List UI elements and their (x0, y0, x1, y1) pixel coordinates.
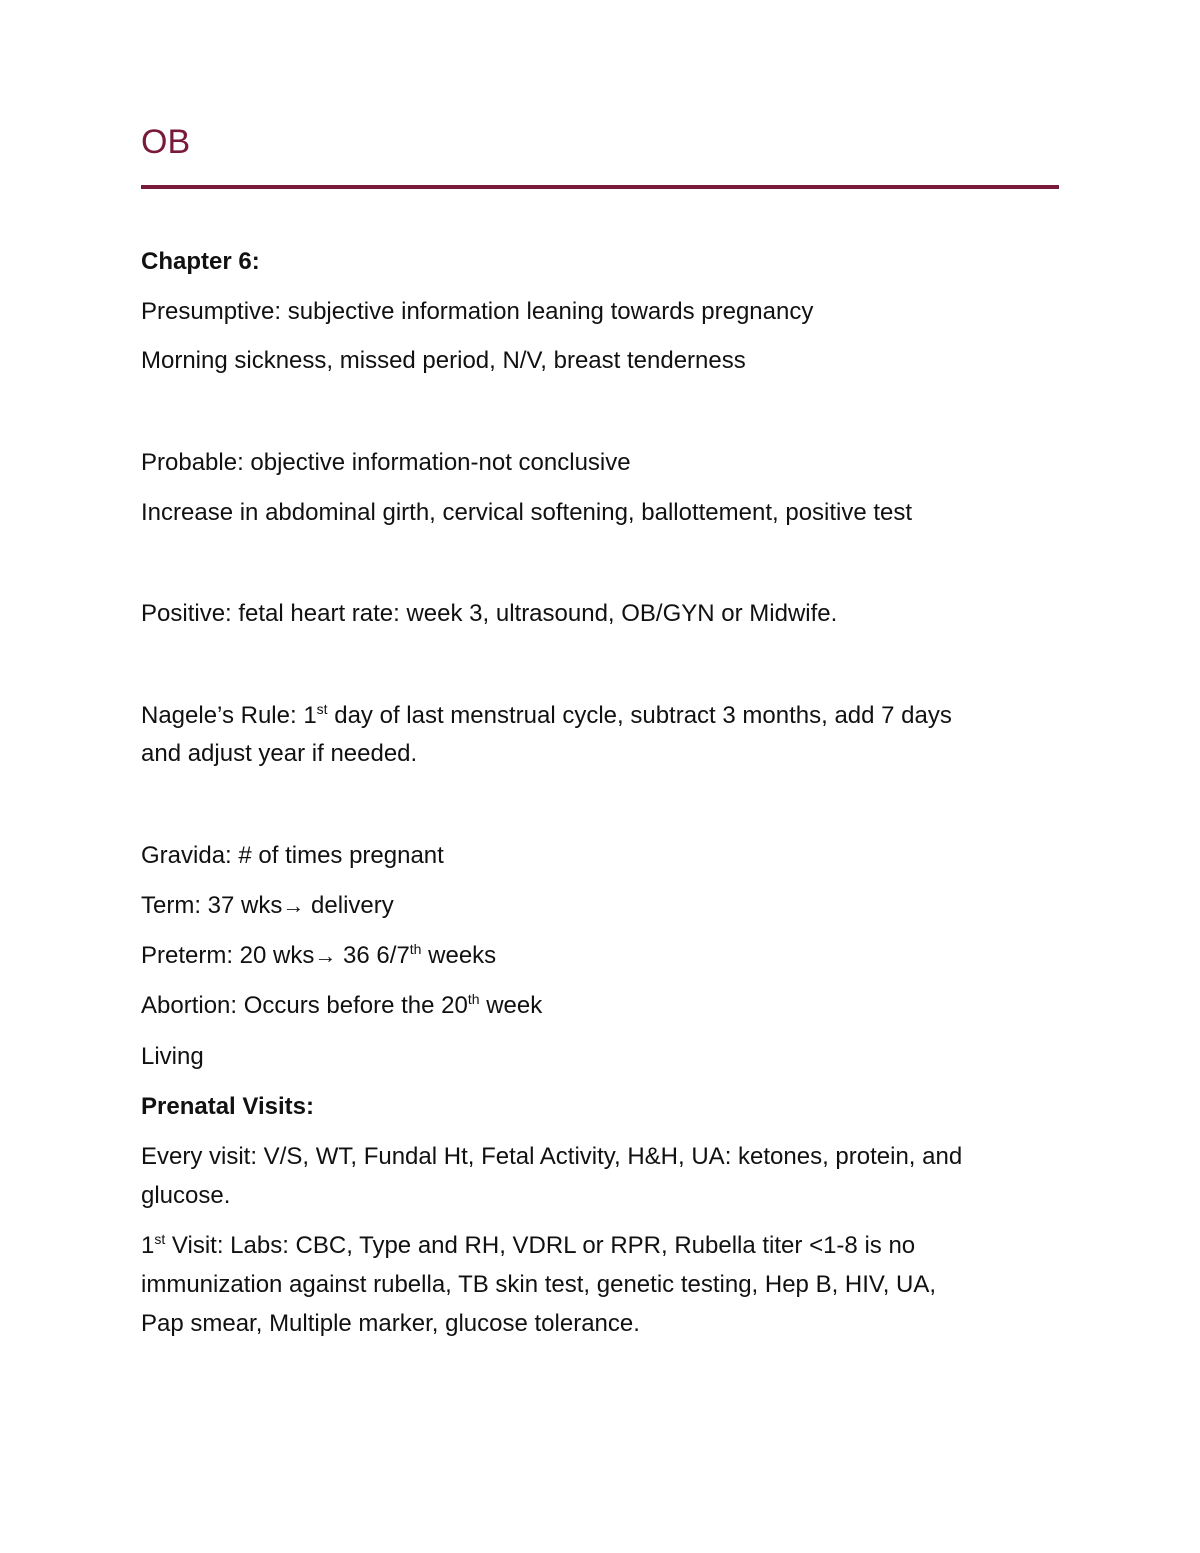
preterm-sup: th (409, 941, 422, 957)
page-title: OB (141, 123, 191, 161)
probable-signs: Increase in abdominal girth, cervical softening, ballottement, positive test (141, 499, 913, 526)
every-visit-line1: Every visit: V/S, WT, Fundal Ht, Fetal Activity, H&H, UA: ketones, protein, and (141, 1143, 963, 1170)
nageles-rule-sup: st (316, 701, 328, 717)
first-visit-prefix: 1 (141, 1232, 155, 1259)
preterm-suffix: weeks (421, 942, 497, 969)
abortion-suffix: week (479, 992, 543, 1019)
first-visit-rest: Visit: Labs: CBC, Type and RH, VDRL or RPR, Rubella titer <1-8 is no (165, 1232, 916, 1259)
presumptive-definition: Presumptive: subjective information leaning towards pregnancy (141, 298, 814, 325)
probable-definition: Probable: objective information-not conclusive (141, 449, 631, 476)
preterm-line (141, 937, 1071, 975)
abortion-prefix: Abortion: Occurs before the 20 (141, 992, 468, 1019)
right-arrow-icon: → (314, 943, 337, 968)
chapter-heading: Chapter 6: (141, 248, 260, 275)
every-visit-line2: glucose. (141, 1182, 231, 1209)
title-divider (141, 185, 1059, 189)
prenatal-visits-heading: Prenatal Visits: (141, 1093, 314, 1120)
term-line (141, 887, 1071, 925)
right-arrow-icon: → (282, 893, 305, 918)
preterm-mid: 36 6/7 (336, 942, 410, 969)
nageles-rule-line2: and adjust year if needed. (141, 740, 418, 767)
abortion-sup: th (467, 991, 480, 1007)
first-visit-sup: st (154, 1231, 166, 1247)
first-visit-line2: immunization against rubella, TB skin test, genetic testing, Hep B, HIV, UA, (141, 1271, 937, 1298)
abortion-line (141, 987, 1071, 1025)
gravida-line: Gravida: # of times pregnant (141, 842, 444, 869)
term-prefix: Term: 37 wks (141, 892, 283, 919)
positive-definition: Positive: fetal heart rate: week 3, ultrasound, OB/GYN or Midwife. (141, 600, 838, 627)
term-suffix: delivery (304, 892, 394, 919)
first-visit-line1 (141, 1227, 1071, 1265)
living-line: Living (141, 1043, 204, 1070)
preterm-prefix: Preterm: 20 wks (141, 942, 315, 969)
nageles-rule-line1 (141, 697, 1071, 735)
presumptive-signs: Morning sickness, missed period, N/V, breast tenderness (141, 347, 746, 374)
nageles-rule-prefix: Nagele’s Rule: 1 (141, 702, 317, 729)
nageles-rule-rest: day of last menstrual cycle, subtract 3 months, add 7 days (327, 702, 952, 729)
first-visit-line3: Pap smear, Multiple marker, glucose tolerance. (141, 1310, 640, 1337)
